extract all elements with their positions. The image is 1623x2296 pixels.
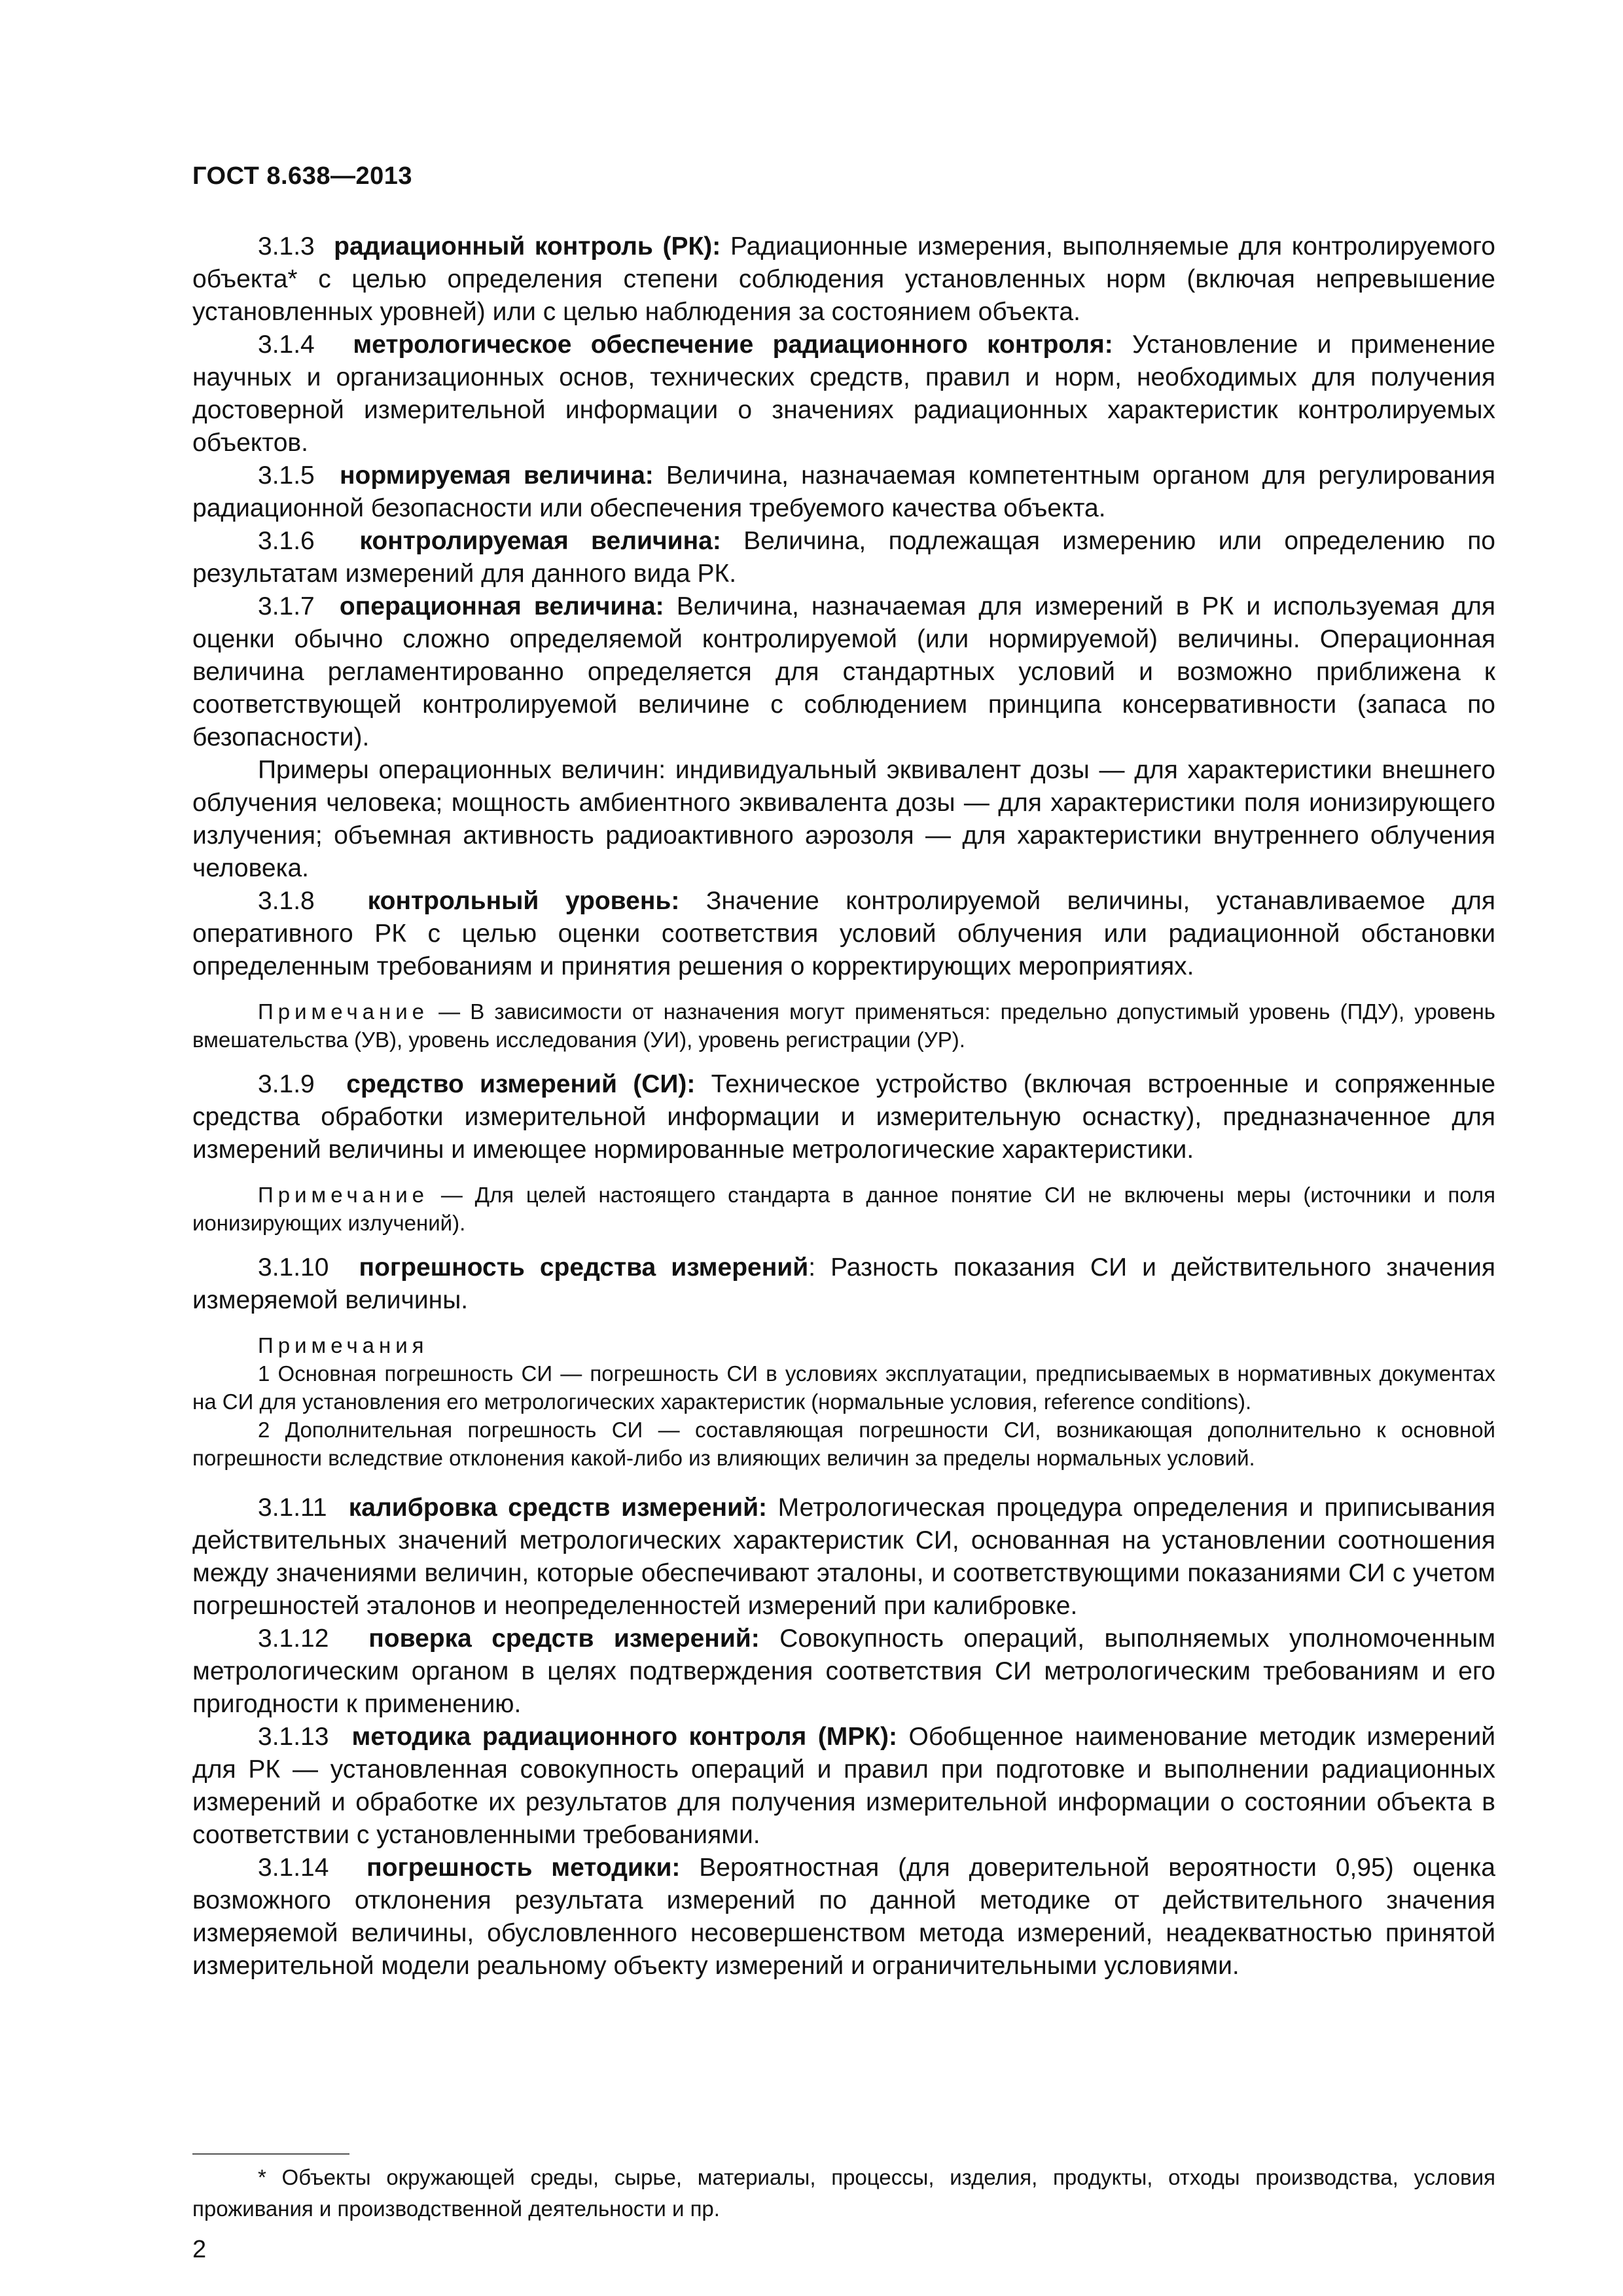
definition-term: средство измерений (СИ): bbox=[346, 1070, 696, 1098]
definition-number: 3.1.6 bbox=[258, 527, 315, 555]
definition-number: 3.1.14 bbox=[258, 1854, 329, 1882]
definition-number: 3.1.11 bbox=[258, 1494, 327, 1522]
definition-number: 3.1.13 bbox=[258, 1723, 329, 1751]
definition-text: Техническое устройство (включая встроенные и сопряженные средства обработки измерительной информации и измерительную оснастку), предназначенное для измерений величины и имеющее нормированные метрологические характеристики. bbox=[192, 1070, 1496, 1164]
definition-term: контролируемая величина: bbox=[359, 527, 721, 555]
definition-3-1-9 bbox=[192, 1068, 1495, 1166]
definition-term: контрольный уровень: bbox=[367, 887, 680, 915]
definition-number: 3.1.3 bbox=[258, 232, 315, 260]
definition-term: операционная величина: bbox=[339, 592, 664, 620]
definition-3-1-3 bbox=[192, 230, 1495, 329]
definition-term: методика радиационного контроля (МРК): bbox=[351, 1723, 898, 1751]
note-3-1-9 bbox=[192, 1181, 1495, 1237]
note-3-1-8 bbox=[192, 997, 1495, 1054]
definition-3-1-11 bbox=[192, 1492, 1495, 1623]
page-number: 2 bbox=[192, 2236, 207, 2263]
definition-text: : Разность показания СИ и действительного значения измеряемой величины. bbox=[192, 1253, 1496, 1314]
footnote-separator bbox=[192, 2153, 349, 2155]
definition-3-1-10 bbox=[192, 1251, 1495, 1317]
definition-number: 3.1.8 bbox=[258, 887, 315, 915]
definition-text: Совокупность операций, выполняемых уполномоченным метрологическим органом в целях подтверждения соответствия СИ метрологическим требованиям и его пригодности к применению. bbox=[192, 1624, 1496, 1718]
definition-text: Установление и применение научных и организационных основ, технических средств, правил и норм, необходимых для получения достоверной измерительной информации о значениях радиационных характеристик контролируемых объектов. bbox=[192, 331, 1495, 457]
definition-3-1-8 bbox=[192, 885, 1495, 983]
definition-3-1-14 bbox=[192, 1852, 1495, 1982]
definition-number: 3.1.12 bbox=[258, 1624, 329, 1653]
definition-text: Метрологическая процедура определения и приписывания действительных значений метрологических характеристик СИ, основанная на установлении соотношения между значениями величин, которые обеспечивают эталоны, и соответствующими показаниями СИ с учетом погрешностей эталонов и неопределенностей измерений при калибровке. bbox=[192, 1494, 1495, 1620]
definition-term: погрешность средства измерений bbox=[359, 1253, 809, 1282]
definition-term: метрологическое обеспечение радиационного контроля: bbox=[353, 331, 1113, 359]
definition-term: поверка средств измерений: bbox=[368, 1624, 760, 1653]
definition-text: Радиационные измерения, выполняемые для контролируемого объекта* с целью определения степени соблюдения установленных норм (включая непревышение установленных уровней) или с целью наблюдения за состоянием объекта. bbox=[192, 232, 1495, 326]
note-label: Примечание bbox=[258, 999, 429, 1024]
definition-text: Значение контролируемой величины, устанавливаемое для оперативного РК с целью оценки соответствия условий облучения или радиационной обстановки определенным требованиям и принятия решения о корректирующих мероприятиях. bbox=[192, 887, 1495, 980]
note-text: — Для целей настоящего стандарта в данное понятие СИ не включены меры (источники и поля ионизирующих излучений). bbox=[192, 1183, 1496, 1235]
note-3-1-10-1: 1 Основная погрешность СИ — погрешность СИ в условиях эксплуатации, предписываемых в нормативных документах на СИ для установления его метрологических характеристик (нормальные условия, reference conditions). bbox=[192, 1361, 1495, 1414]
definition-text: Величина, назначаемая компетентным органом для регулирования радиационной безопасности или обеспечения требуемого качества объекта. bbox=[192, 461, 1495, 522]
definition-number: 3.1.10 bbox=[258, 1253, 329, 1282]
definition-term: калибровка средств измерений: bbox=[348, 1494, 768, 1522]
footnote: * Объекты окружающей среды, сырье, материалы, процессы, изделия, продукты, отходы производства, условия проживания и производственной деятельности и пр. bbox=[192, 2165, 1495, 2221]
definition-term: радиационный контроль (РК): bbox=[334, 232, 721, 260]
definition-number: 3.1.9 bbox=[258, 1070, 315, 1098]
definitions-section bbox=[192, 230, 1495, 1982]
definition-text: Вероятностная (для доверительной вероятности 0,95) оценка возможного отклонения результата измерений по данной методике от действительного значения измеряемой величины, обусловленного несовершенством метода измерений, неадекватностью принятой измерительной модели реальному объекту измерений и ограничительными условиями. bbox=[192, 1854, 1495, 1980]
definition-text: Обобщенное наименование методик измерений для РК — установленная совокупность операций и правил при подготовке и выполнении радиационных измерений и обработке их результатов для получения измерительной информации о состоянии объекта в соответствии с установленными требованиями. bbox=[192, 1723, 1496, 1849]
document-code-header: ГОСТ 8.638—2013 bbox=[192, 162, 412, 190]
examples-paragraph: Примеры операционных величин: индивидуальный эквивалент дозы — для характеристики внешнего облучения человека; мощность амбиентного эквивалента дозы — для характеристики поля ионизирующего излучения; объемная активность радиоактивного аэрозоля — для характеристики внутреннего облучения человека. bbox=[192, 756, 1495, 882]
definition-number: 3.1.7 bbox=[258, 592, 315, 620]
definition-3-1-4 bbox=[192, 329, 1495, 459]
definition-term: погрешность методики: bbox=[366, 1854, 681, 1882]
note-label: Примечание bbox=[258, 1183, 429, 1207]
definition-3-1-12 bbox=[192, 1623, 1495, 1721]
definition-number: 3.1.5 bbox=[258, 461, 315, 490]
definition-term: нормируемая величина: bbox=[339, 461, 654, 490]
notes-label: Примечания bbox=[258, 1333, 429, 1357]
definition-3-1-6 bbox=[192, 525, 1495, 590]
note-3-1-10-2: 2 Дополнительная погрешность СИ — составляющая погрешности СИ, возникающая дополнительно к основной погрешности вследствие отклонения какой-либо из влияющих величин за пределы нормальных условий. bbox=[192, 1418, 1495, 1470]
definition-text: Величина, подлежащая измерению или определению по результатам измерений для данного вида РК. bbox=[192, 527, 1495, 588]
definition-3-1-5 bbox=[192, 459, 1495, 525]
definition-3-1-13 bbox=[192, 1721, 1495, 1852]
notes-heading-3-1-10 bbox=[192, 1331, 1495, 1359]
definition-text: Величина, назначаемая для измерений в РК и используемая для оценки обычно сложно определяемой контролируемой (или нормируемой) величины. Операционная величина регламентированно определяется для стандартных условий и возможно приближена к соответствующей контролируемой величине с соблюдением принципа консервативности (запаса по безопасности). bbox=[192, 592, 1496, 751]
note-text: — В зависимости от назначения могут применяться: предельно допустимый уровень (ПДУ), уровень вмешательства (УВ), уровень исследования (УИ), уровень регистрации (УР). bbox=[192, 999, 1495, 1052]
definition-number: 3.1.4 bbox=[258, 331, 315, 359]
definition-3-1-7 bbox=[192, 590, 1495, 754]
